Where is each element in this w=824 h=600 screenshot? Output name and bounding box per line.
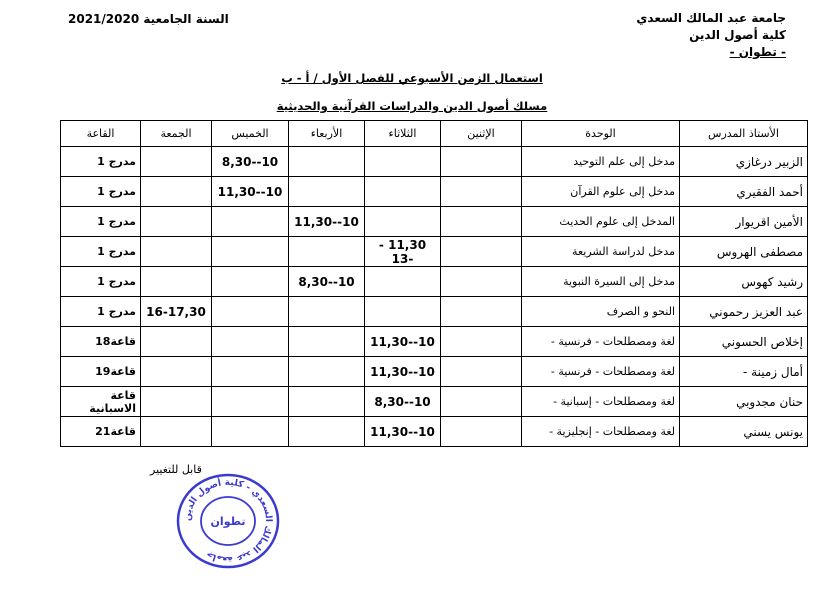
room-cell: مدرج 1 xyxy=(61,207,141,237)
col-header-room: القاعة xyxy=(61,121,141,147)
col-header-thursday: الخميس xyxy=(212,121,289,147)
monday-cell xyxy=(441,237,522,267)
wednesday-cell xyxy=(289,297,365,327)
thursday-cell: 10--11,30 xyxy=(212,177,289,207)
tuesday-cell xyxy=(365,207,441,237)
friday-cell: 16-17,30 xyxy=(141,297,212,327)
tuesday-cell: 10--11,30 xyxy=(365,417,441,447)
table-row xyxy=(61,297,808,327)
table-row xyxy=(61,387,808,417)
subject-to-change-note: قابل للتغيير xyxy=(150,463,202,476)
table-row xyxy=(61,327,808,357)
teacher-cell: أمال زمينة - xyxy=(680,357,808,387)
thursday-cell xyxy=(212,417,289,447)
friday-cell xyxy=(141,147,212,177)
tuesday-cell xyxy=(365,297,441,327)
unit-cell: لغة ومصطلحات - إسبانية - xyxy=(522,387,680,417)
teacher-cell: عبد العزيز رحموني xyxy=(680,297,808,327)
wednesday-cell xyxy=(289,387,365,417)
room-cell: قاعة الاسبانية xyxy=(61,387,141,417)
unit-cell: المدخل إلى علوم الحديث xyxy=(522,207,680,237)
monday-cell xyxy=(441,327,522,357)
unit-cell: مدخل إلى السيرة النبوية xyxy=(522,267,680,297)
wednesday-cell: 10--8,30 xyxy=(289,267,365,297)
tuesday-cell: 10--11,30 xyxy=(365,327,441,357)
thursday-cell xyxy=(212,237,289,267)
tuesday-cell: 10--11,30 xyxy=(365,357,441,387)
unit-cell: النحو و الصرف xyxy=(522,297,680,327)
monday-cell xyxy=(441,417,522,447)
table-row xyxy=(61,207,808,237)
table-row xyxy=(61,267,808,297)
thursday-cell xyxy=(212,387,289,417)
thursday-cell xyxy=(212,297,289,327)
teacher-cell: حنان مجدوبي xyxy=(680,387,808,417)
wednesday-cell xyxy=(289,327,365,357)
unit-cell: لغة ومصطلحات - إنجليزية - xyxy=(522,417,680,447)
teacher-cell: الزبير درغازي xyxy=(680,147,808,177)
schedule-table xyxy=(60,120,808,447)
table-header-row xyxy=(61,121,808,147)
monday-cell xyxy=(441,147,522,177)
wednesday-cell xyxy=(289,417,365,447)
room-cell: قاعة21 xyxy=(61,417,141,447)
room-cell: قاعة18 xyxy=(61,327,141,357)
unit-cell: مدخل إلى علوم القرآن xyxy=(522,177,680,207)
thursday-cell xyxy=(212,207,289,237)
table-row xyxy=(61,357,808,387)
col-header-wednesday: الأربعاء xyxy=(289,121,365,147)
table-row xyxy=(61,147,808,177)
friday-cell xyxy=(141,237,212,267)
monday-cell xyxy=(441,387,522,417)
room-cell: مدرج 1 xyxy=(61,147,141,177)
teacher-cell: أحمد الفقيري xyxy=(680,177,808,207)
monday-cell xyxy=(441,297,522,327)
teacher-cell: رشيد كهوس xyxy=(680,267,808,297)
wednesday-cell: 10--11,30 xyxy=(289,207,365,237)
tuesday-cell xyxy=(365,267,441,297)
faculty-name: كلية أصول الدين xyxy=(689,28,786,42)
col-header-monday: الإثنين xyxy=(441,121,522,147)
monday-cell xyxy=(441,207,522,237)
friday-cell xyxy=(141,177,212,207)
teacher-cell: يونس يسني xyxy=(680,417,808,447)
monday-cell xyxy=(441,357,522,387)
col-header-friday: الجمعة xyxy=(141,121,212,147)
stamp-ring-text: جامعة عبد المالك السعدي - كلية أصول الدين xyxy=(182,477,274,565)
faculty-stamp xyxy=(172,470,284,572)
stamp-center-text: تطوان xyxy=(210,515,246,528)
thursday-cell xyxy=(212,357,289,387)
unit-cell: لغة ومصطلحات - فرنسية - xyxy=(522,357,680,387)
thursday-cell xyxy=(212,267,289,297)
schedule-title: استعمال الزمن الأسبوعي للفصل الأول / أ - ب xyxy=(281,71,543,85)
unit-cell: لغة ومصطلحات - فرنسية - xyxy=(522,327,680,357)
institution-header xyxy=(636,10,786,61)
teacher-cell: مصطفى الهروس xyxy=(680,237,808,267)
room-cell: مدرج 1 xyxy=(61,267,141,297)
wednesday-cell xyxy=(289,237,365,267)
tuesday-cell: 11,30 --13 xyxy=(365,237,441,267)
thursday-cell: 10--8,30 xyxy=(212,147,289,177)
monday-cell xyxy=(441,177,522,207)
monday-cell xyxy=(441,267,522,297)
tuesday-cell xyxy=(365,147,441,177)
university-name: جامعة عبد المالك السعدي xyxy=(636,11,786,25)
wednesday-cell xyxy=(289,177,365,207)
friday-cell xyxy=(141,207,212,237)
wednesday-cell xyxy=(289,357,365,387)
room-cell: مدرج 1 xyxy=(61,297,141,327)
table-row xyxy=(61,417,808,447)
friday-cell xyxy=(141,357,212,387)
friday-cell xyxy=(141,417,212,447)
col-header-tuesday: الثلاثاء xyxy=(365,121,441,147)
tuesday-cell: 10--8,30 xyxy=(365,387,441,417)
table-row xyxy=(61,177,808,207)
unit-cell: مدخل إلى علم التوحيد xyxy=(522,147,680,177)
thursday-cell xyxy=(212,327,289,357)
teacher-cell: إخلاص الحسوني xyxy=(680,327,808,357)
wednesday-cell xyxy=(289,147,365,177)
room-cell: قاعة19 xyxy=(61,357,141,387)
unit-cell: مدخل لدراسة الشريعة xyxy=(522,237,680,267)
friday-cell xyxy=(141,267,212,297)
academic-year: السنة الجامعية 2021/2020 xyxy=(68,12,229,26)
friday-cell xyxy=(141,387,212,417)
room-cell: مدرج 1 xyxy=(61,177,141,207)
friday-cell xyxy=(141,327,212,357)
track-title: مسلك أصول الدين والدراسات القرآنية والحديثية xyxy=(276,99,548,113)
city-name: - تطوان - xyxy=(729,45,786,59)
tuesday-cell xyxy=(365,177,441,207)
room-cell: مدرج 1 xyxy=(61,237,141,267)
col-header-unit: الوحدة xyxy=(522,121,680,147)
table-row xyxy=(61,237,808,267)
teacher-cell: الأمين اقريوار xyxy=(680,207,808,237)
col-header-teacher: الأستاذ المدرس xyxy=(680,121,808,147)
